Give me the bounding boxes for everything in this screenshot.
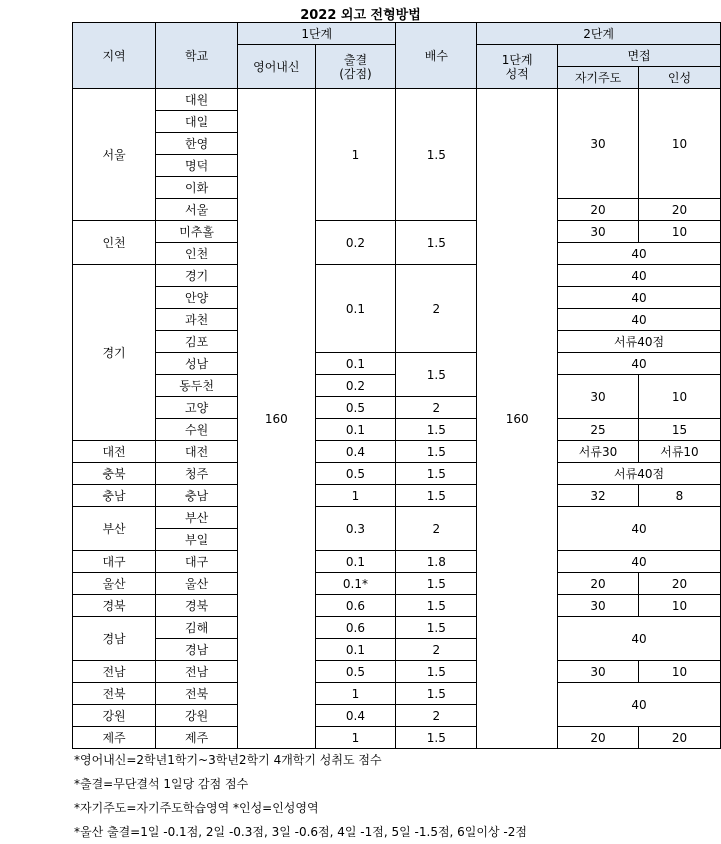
header-character: 인성: [638, 67, 720, 89]
interview-cell: 40: [558, 683, 721, 727]
character-cell: 10: [638, 595, 720, 617]
character-cell: 20: [638, 199, 720, 221]
multiplier-cell: 1.8: [396, 551, 477, 573]
self-directed-cell: 32: [558, 485, 639, 507]
interview-cell: 40: [558, 243, 721, 265]
table-row: [73, 683, 721, 705]
header-row: [73, 23, 721, 45]
header-region: 지역: [73, 23, 156, 89]
interview-cell: 40: [558, 353, 721, 375]
self-directed-cell: 25: [558, 419, 639, 441]
multiplier-cell: 2: [396, 265, 477, 353]
character-cell: 20: [638, 727, 720, 749]
attendance-cell: 0.1: [315, 639, 396, 661]
footnote: *울산 출결=1일 -0.1점, 2일 -0.3점, 3일 -0.6점, 4일 -1점, 5일 -1.5점, 6일이상 -2점: [74, 825, 527, 839]
table-row: [73, 419, 721, 441]
self-directed-cell: 30: [558, 89, 639, 199]
multiplier-cell: 2: [396, 397, 477, 419]
interview-cell: 40: [558, 617, 721, 661]
region-cell: 울산: [73, 573, 156, 595]
school-cell: 강원: [156, 705, 238, 727]
school-cell: 명덕: [156, 155, 238, 177]
self-directed-cell: 서류30: [558, 441, 639, 463]
attendance-cell: 0.6: [315, 617, 396, 639]
school-cell: 한영: [156, 133, 238, 155]
table-row: [73, 727, 721, 749]
footnote: *출결=무단결석 1일당 감점 점수: [74, 777, 249, 791]
attendance-cell: 0.4: [315, 441, 396, 463]
region-cell: 제주: [73, 727, 156, 749]
region-cell: 경기: [73, 265, 156, 441]
attendance-cell: 0.1: [315, 419, 396, 441]
school-cell: 김해: [156, 617, 238, 639]
attendance-cell: 1: [315, 89, 396, 221]
school-cell: 수원: [156, 419, 238, 441]
header-interview: 면접: [558, 45, 721, 67]
school-cell: 대구: [156, 551, 238, 573]
character-cell: 15: [638, 419, 720, 441]
multiplier-cell: 1.5: [396, 727, 477, 749]
attendance-cell: 1: [315, 485, 396, 507]
school-cell: 경북: [156, 595, 238, 617]
interview-cell: 40: [558, 265, 721, 287]
multiplier-cell: 1.5: [396, 419, 477, 441]
admission-table: [72, 22, 721, 749]
attendance-cell: 0.6: [315, 595, 396, 617]
attendance-cell: 0.2: [315, 375, 396, 397]
school-cell: 과천: [156, 309, 238, 331]
character-cell: 10: [638, 375, 720, 419]
school-cell: 전남: [156, 661, 238, 683]
school-cell: 대전: [156, 441, 238, 463]
school-cell: 대원: [156, 89, 238, 111]
multiplier-cell: 1.5: [396, 595, 477, 617]
attendance-cell: 0.1: [315, 353, 396, 375]
header-stage1: 1단계: [238, 23, 396, 45]
attendance-cell: 1: [315, 683, 396, 705]
attendance-cell: 0.1: [315, 551, 396, 573]
region-cell: 서울: [73, 89, 156, 221]
footnote: *자기주도=자기주도학습영역 *인성=인성영역: [74, 801, 319, 815]
character-cell: 10: [638, 221, 720, 243]
character-cell: 8: [638, 485, 720, 507]
header-stage2: 2단계: [477, 23, 721, 45]
school-cell: 고양: [156, 397, 238, 419]
multiplier-cell: 1.5: [396, 617, 477, 639]
school-cell: 미추홀: [156, 221, 238, 243]
character-cell: 10: [638, 661, 720, 683]
multiplier-cell: 1.5: [396, 353, 477, 397]
self-directed-cell: 20: [558, 573, 639, 595]
page-title: 2022 외고 전형방법: [300, 8, 421, 23]
region-cell: 대전: [73, 441, 156, 463]
self-directed-cell: 30: [558, 221, 639, 243]
multiplier-cell: 1.5: [396, 485, 477, 507]
header-self-directed: 자기주도: [558, 67, 639, 89]
school-cell: 김포: [156, 331, 238, 353]
school-cell: 제주: [156, 727, 238, 749]
region-cell: 충북: [73, 463, 156, 485]
english-score-cell: 160: [238, 89, 315, 749]
footnote: *영어내신=2학년1학기~3학년2학기 4개학기 성취도 점수: [74, 753, 382, 767]
self-directed-cell: 30: [558, 661, 639, 683]
table-row: [73, 463, 721, 485]
school-cell: 경남: [156, 639, 238, 661]
self-directed-cell: 20: [558, 199, 639, 221]
multiplier-cell: 2: [396, 639, 477, 661]
self-directed-cell: 30: [558, 595, 639, 617]
header-stage1-score: 1단계 성적: [477, 45, 558, 89]
region-cell: 전북: [73, 683, 156, 705]
region-cell: 경북: [73, 595, 156, 617]
interview-cell: 40: [558, 507, 721, 551]
character-cell: 20: [638, 573, 720, 595]
self-directed-cell: 30: [558, 375, 639, 419]
school-cell: 인천: [156, 243, 238, 265]
school-cell: 경기: [156, 265, 238, 287]
school-cell: 청주: [156, 463, 238, 485]
table-row: [73, 573, 721, 595]
footnotes: [74, 748, 527, 844]
header-multiplier: 배수: [396, 23, 477, 89]
character-cell: 10: [638, 89, 720, 199]
school-cell: 안양: [156, 287, 238, 309]
attendance-cell: 0.1*: [315, 573, 396, 595]
header-english: 영어내신: [238, 45, 315, 89]
multiplier-cell: 1.5: [396, 573, 477, 595]
table-row: [73, 661, 721, 683]
header-attendance: 출결 (감점): [315, 45, 396, 89]
table-row: [73, 265, 721, 287]
school-cell: 부일: [156, 529, 238, 551]
table-row: [73, 507, 721, 529]
table-row: [73, 441, 721, 463]
table-row: [73, 353, 721, 375]
attendance-cell: 0.3: [315, 507, 396, 551]
header-school: 학교: [156, 23, 238, 89]
table-row: [73, 221, 721, 243]
interview-cell: 40: [558, 309, 721, 331]
school-cell: 동두천: [156, 375, 238, 397]
multiplier-cell: 1.5: [396, 683, 477, 705]
table-row: [73, 89, 721, 111]
school-cell: 부산: [156, 507, 238, 529]
interview-cell: 서류40점: [558, 331, 721, 353]
attendance-cell: 0.1: [315, 265, 396, 353]
region-cell: 전남: [73, 661, 156, 683]
school-cell: 울산: [156, 573, 238, 595]
interview-cell: 40: [558, 287, 721, 309]
interview-cell: 40: [558, 551, 721, 573]
attendance-cell: 0.5: [315, 397, 396, 419]
region-cell: 경남: [73, 617, 156, 661]
multiplier-cell: 1.5: [396, 89, 477, 221]
region-cell: 대구: [73, 551, 156, 573]
table-row: [73, 551, 721, 573]
multiplier-cell: 2: [396, 705, 477, 727]
self-directed-cell: 20: [558, 727, 639, 749]
attendance-cell: 1: [315, 727, 396, 749]
multiplier-cell: 1.5: [396, 221, 477, 265]
region-cell: 인천: [73, 221, 156, 265]
interview-cell: 서류40점: [558, 463, 721, 485]
table-row: [73, 485, 721, 507]
stage1-score-cell: 160: [477, 89, 558, 749]
character-cell: 서류10: [638, 441, 720, 463]
school-cell: 서울: [156, 199, 238, 221]
region-cell: 부산: [73, 507, 156, 551]
school-cell: 성남: [156, 353, 238, 375]
region-cell: 충남: [73, 485, 156, 507]
table-row: [73, 617, 721, 639]
attendance-cell: 0.5: [315, 463, 396, 485]
school-cell: 이화: [156, 177, 238, 199]
attendance-cell: 0.2: [315, 221, 396, 265]
region-cell: 강원: [73, 705, 156, 727]
table-row: [73, 595, 721, 617]
multiplier-cell: 2: [396, 507, 477, 551]
school-cell: 대일: [156, 111, 238, 133]
school-cell: 충남: [156, 485, 238, 507]
multiplier-cell: 1.5: [396, 463, 477, 485]
attendance-cell: 0.5: [315, 661, 396, 683]
school-cell: 전북: [156, 683, 238, 705]
multiplier-cell: 1.5: [396, 441, 477, 463]
attendance-cell: 0.4: [315, 705, 396, 727]
multiplier-cell: 1.5: [396, 661, 477, 683]
